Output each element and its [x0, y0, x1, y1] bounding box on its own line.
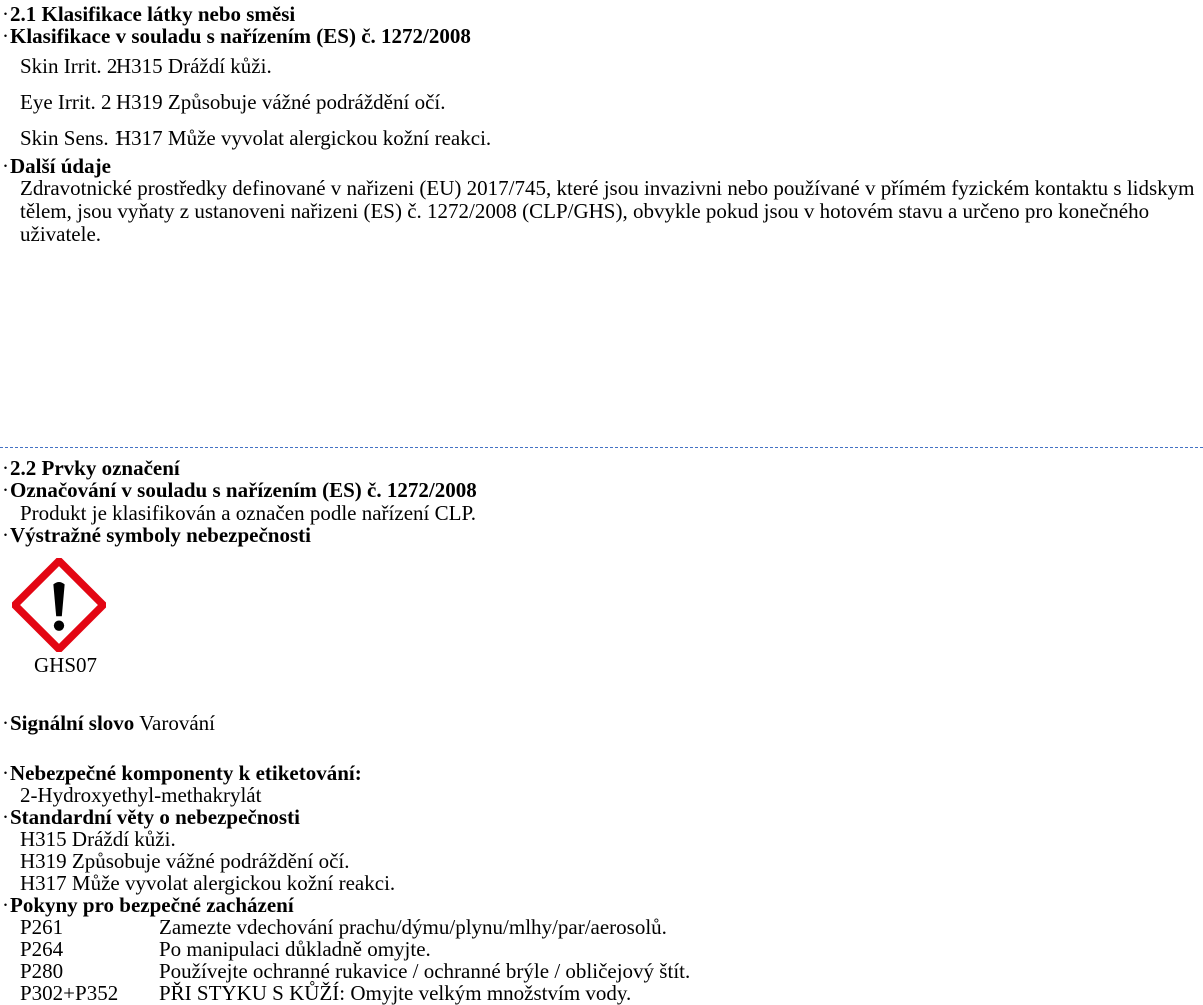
pictogram-code: GHS07 — [34, 653, 98, 677]
hazard-statements-title: Standardní věty o nebezpečnosti — [10, 805, 300, 829]
precaution-row — [0, 916, 667, 939]
pictograms-heading: ·Výstražné symboly nebezpečnosti — [2, 523, 311, 547]
hazard-statement: H319 Způsobuje vážné podráždění očí. — [20, 849, 350, 873]
signal-word-value: Varování — [139, 711, 215, 735]
classification-statement: H315 Dráždí kůži. — [116, 54, 272, 78]
exclamation-mark-pictogram-icon — [12, 558, 106, 652]
precaution-row — [0, 960, 690, 983]
precaution-code: P302+P352 — [20, 981, 119, 1005]
components-heading: ·Nebezpečné komponenty k etiketování: — [2, 761, 362, 785]
precautions-heading: ·Pokyny pro bezpečné zacházení — [2, 893, 294, 917]
precaution-text: Po manipulaci důkladně omyjte. — [159, 937, 431, 961]
other-info-text: Zdravotnické prostředky definované v nařizeni (EU) 2017/745, které jsou invazivni nebo používané v přímém fyzickém kontaktu s lidskym tělem, jsou vyňaty z ustanoveni nařizeni (ES) č. 1272/2008 (CLP/GHS), obvykle pokud jsou v hotovém stavu a určeno pro konečného uživatele. — [20, 176, 1195, 246]
component-item: 2-Hydroxyethyl-methakrylát — [20, 783, 262, 807]
signal-word-row: ·Signální slovo Varování — [2, 711, 215, 735]
precaution-code: P280 — [20, 959, 64, 983]
classification-row — [0, 91, 445, 114]
hazard-statement: H317 Může vyvolat alergickou kožní reakci. — [20, 871, 396, 895]
section-2-2-heading: ·2.2 Prvky označení — [2, 456, 180, 480]
precaution-text: PŘI STYKU S KŮŽÍ: Omyjte velkým množstvím vody. — [159, 981, 632, 1005]
section-2-1-title: 2.1 Klasifikace látky nebo směsi — [10, 2, 296, 26]
classification-statement: H319 Způsobuje vážné podráždění očí. — [116, 90, 446, 114]
labelling-subheading: ·Označování v souladu s nařízením (ES) č. 1272/2008 — [2, 478, 477, 502]
precaution-code: P261 — [20, 915, 64, 939]
classification-row — [0, 55, 272, 78]
classification-category: Skin Sens. 1 — [20, 126, 125, 150]
classification-statement: H317 Může vyvolat alergickou kožní reakci. — [116, 126, 492, 150]
precaution-text: Používejte ochranné rukavice / ochranné brýle / obličejový štít. — [159, 959, 691, 983]
classification-category: Eye Irrit. 2 — [20, 90, 112, 114]
hazard-statements-heading: ·Standardní věty o nebezpečnosti — [2, 805, 300, 829]
signal-word-label: Signální slovo — [10, 711, 135, 735]
components-title: Nebezpečné komponenty k etiketování: — [10, 761, 362, 785]
classification-subheading: ·Klasifikace v souladu s nařízením (ES) č. 1272/2008 — [2, 24, 471, 48]
section-2-2-title: 2.2 Prvky označení — [10, 456, 180, 480]
labelling-text: Produkt je klasifikován a označen podle nařízení CLP. — [20, 501, 477, 525]
precaution-text: Zamezte vdechování prachu/dýmu/plynu/mlhy/par/aerosolů. — [159, 915, 667, 939]
precaution-row — [0, 982, 631, 1005]
other-info-title: Další údaje — [10, 154, 111, 178]
classification-row — [0, 127, 491, 150]
other-info-heading: ·Další údaje — [2, 154, 111, 178]
precaution-row — [0, 938, 431, 961]
section-separator — [0, 447, 1203, 448]
labelling-subheading-text: Označování v souladu s nařízením (ES) č. 1272/2008 — [10, 478, 477, 502]
section-2-1-heading: ·2.1 Klasifikace látky nebo směsi — [2, 2, 296, 26]
classification-category: Skin Irrit. 2 — [20, 54, 118, 78]
precaution-code: P264 — [20, 937, 64, 961]
hazard-statement: H315 Dráždí kůži. — [20, 827, 176, 851]
classification-subheading-text: Klasifikace v souladu s nařízením (ES) č. 1272/2008 — [10, 24, 471, 48]
precautions-title: Pokyny pro bezpečné zacházení — [10, 893, 294, 917]
pictograms-title: Výstražné symboly nebezpečnosti — [10, 523, 311, 547]
